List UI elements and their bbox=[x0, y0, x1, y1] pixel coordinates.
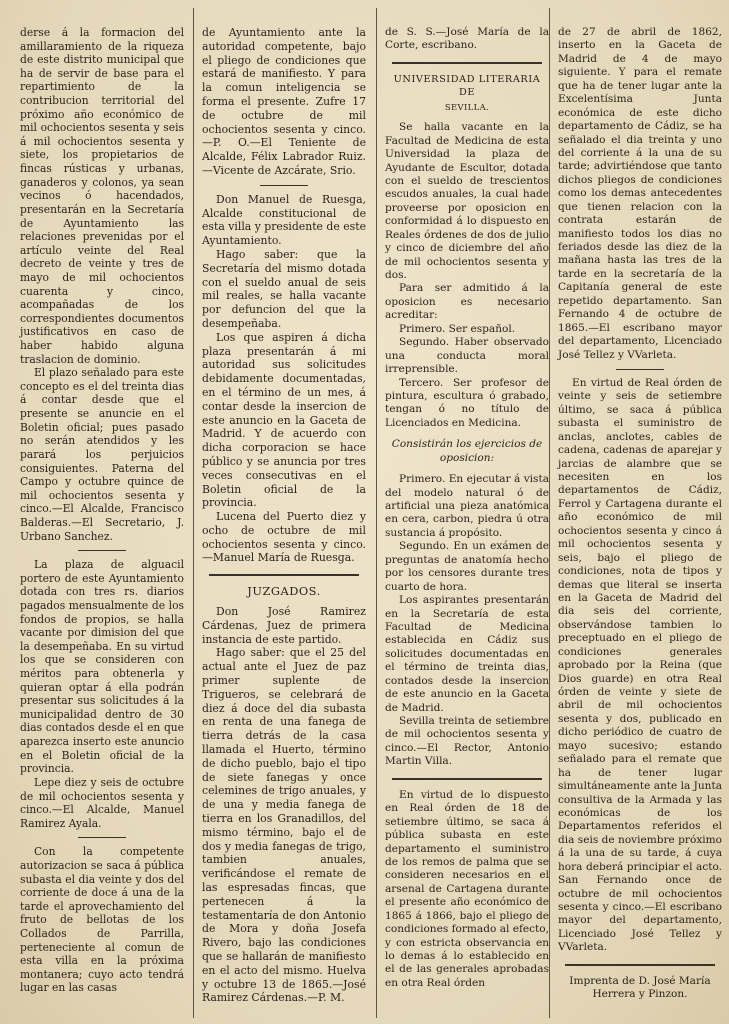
lepe-signature: Lepe diez y seis de octubre de mil ochocientos sesenta y cinco.—El Alcalde, Manuel Ramirez Ayala. bbox=[20, 775, 184, 830]
zufre-notice: de Ayuntamiento ante la autoridad competente, bajo el pliego de condiciones que estará de manifiesto. Y para la comun inteligencia se forma el presente. Zufre 17 de octubre de mil ochocientos sesenta y cinco.—P. O.—El Teniente de Alcalde, Félix Labrador Ruiz.—Vicente de Azcárate, Srio. bbox=[202, 26, 366, 177]
requirement-3: Tercero. Ser profesor de pintura, escultura ó grabado, tengan ó no título de Licenciados en Medicina. bbox=[385, 376, 549, 429]
column-rule bbox=[376, 8, 377, 1018]
bellotas-auction: Con la competente autorizacion se saca á pública subasta el dia veinte y dos del corriente de doce á una de la tarde el aprovechamiento del fruto de bellotas de los Collados de Parrilla, perteneciente al comun de esta villa en la próxima montanera; cuyo acto tendrá lugar en las casas bbox=[20, 845, 184, 995]
trigueros-auction: Hago saber: que el 25 del actual ante el Juez de paz primer suplente de Trigueros, se celebrará de diez á doce del dia subasta en renta de una fanega de tierra detrás de la casa llamada el Huerto, término de dicho pueblo, bajo el tipo de siete fanegas y once celemines de trigo anuales, y de una y media fanega de tierra en los Granadillos, del mismo término, bajo el de dos y media fanegas de trigo, tambien anuales, verificándose el remate de las espresadas fincas, que pertenecen á la testamentaría de don Antonio de Mora y doña Josefa Rivero, bajo las condiciones que se hallarán de manifiesto en el acto del mismo. Huelva y octubre 13 de 1865.—José Ramirez Cárdenas.—P. M. bbox=[202, 646, 366, 1005]
secretaria-vacancy: Hago saber: que la Secretaría del mismo dotada con el sueldo anual de seis mil reales, se halla vacante por defuncion del que la desempeñaba. bbox=[202, 247, 366, 330]
separator bbox=[616, 369, 664, 370]
universidad-heading: UNIVERSIDAD LITERARIA DE bbox=[393, 73, 541, 99]
section-heading-juzgados: JUZGADOS. bbox=[247, 584, 321, 599]
requirement-2: Segundo. Haber observado una conducta moral irreprensible. bbox=[385, 336, 549, 376]
separator bbox=[565, 964, 715, 966]
exercises-subheading: Consistirán los ejercicios de oposicion: bbox=[391, 438, 543, 464]
separator bbox=[392, 62, 542, 64]
column-rule bbox=[193, 8, 194, 1018]
sevilla-subheading: SEVILLA. bbox=[444, 101, 490, 112]
imprenta-colophon: Imprenta de D. José María Herrera y Pinzon. bbox=[569, 974, 711, 1001]
column-1 bbox=[20, 26, 184, 995]
requirement-1: Primero. Ser español. bbox=[399, 322, 516, 335]
anclas-auction: En virtud de Real órden de veinte y seis de setiembre último, se saca á pública subasta el suministro de anclas, anclotes, cables de cadena, cadenas de aparejar y jarcias de alambre que se necesiten en los departamentos de Cádiz, Ferrol y Cartagena durante el año económico de mil ochocientos sesenta y cinco á mil ochocientos sesenta y seis, bajo el pliego de condiciones, nota de tipos y demas que literal se inserta en la Gaceta de Madrid del dia seis del corriente, observándose tambien lo preceptuado en el pliego de condiciones generales aprobado por la Reina (que Dios guarde) en otra Real órden de veinte y siete de abril de mil ochocientos sesenta y dos, publicado en dicho periódico de cuatro de mayo sucesivo; estando señalado para el remate que ha de tener lugar simultáneamente ante la Junta consultiva de la Armada y las económicas de los Departamentos referidos el dia seis de noviembre próximo á la una de su tarde, á cuya hora deberá principiar el acto. San Fernando once de octubre de mil ochocientos sesenta y cinco.—El escribano mayor del departamento, Licenciado José Tellez y VVarleta. bbox=[558, 376, 722, 954]
requirements-intro: Para ser admitido á la oposicion es necesario acreditar: bbox=[385, 282, 549, 322]
separator bbox=[209, 574, 359, 576]
escribano-signature: de S. S.—José María de la Corte, escribano. bbox=[385, 26, 549, 52]
exercise-1: Primero. En ejecutar á vista del modelo natural ó de artificial una pieza anatómica en cera, carbon, piedra ú otra sustancia á propósito. bbox=[385, 473, 549, 539]
remos-auction: En virtud de lo dispuesto en Real órden de 18 de setiembre último, se saca á pública subasta en este departamento el suministro de los remos de palma que se consideren necesarios en el arsenal de Cartagena durante el presente año económico de 1865 á 1866, bajo el pliego de condiciones formado al efecto, y con estricta observancia en lo demas á lo establecido en el de las generales aprobadas en otra Real órden bbox=[385, 788, 549, 989]
separator bbox=[260, 185, 308, 186]
ruesga-heading: Don Manuel de Ruesga, Alcalde constitucional de esta villa y presidente de este Ayuntamiento. bbox=[202, 192, 366, 248]
remos-continuation: de 27 de abril de 1862, inserto en la Gaceta de Madrid de 4 de mayo siguiente. Y para el remate que ha de tener lugar ante la Excelentísima Junta económica de este dicho departamento de Cádiz, se ha señalado el dia treinta y uno del corriente á la una de su tarde; advirtiéndose que tanto dichos pliegos de condiciones como los demas antecedentes que tienen relacion con la contrata estarán de manifiesto todos los dias no feriados desde las diez de la mañana hasta las tres de la tarde en la secretaría de la Capitanía general de este repetido departamento. San Fernando 4 de octubre de 1865.—El escribano mayor del departamento, Licenciado José Tellez y VVarleta. bbox=[558, 26, 722, 361]
separator bbox=[78, 550, 126, 551]
alguacil-vacancy: La plaza de alguacil portero de este Ayuntamiento dotada con tres rs. diarios pagados mensualmente de los fondos de propios, se halla vacante por dimision del que la desempeñaba. En su virtud los que se consideren con méritos para obtenerla y quieran optar á ella podrán presentar sus solicitudes á la municipalidad dentro de 30 dias contados desde el en que aparezca inserto este anuncio en el Boletin oficial de la provincia. bbox=[20, 558, 184, 776]
exercise-2: Segundo. En un exámen de preguntas de anatomía hecho por los censores durante tres cuarto de hora. bbox=[385, 540, 549, 593]
column-rule bbox=[549, 8, 550, 1018]
applicants-notice: Los aspirantes presentarán en la Secretaría de esta Facultad de Medicina establecida en Cádiz sus solicitudes documentadas en el término de treinta dias, contados desde la insercion de este anuncio en la Gaceta de Madrid. bbox=[385, 594, 549, 714]
amillaramiento-notice: derse á la formacion del amillaramiento de la riqueza de este distrito municipal que ha de servir de base para el repartimiento de la contribucion territorial del próximo año económico de mil ochocientos sesenta y seis á mil ochocientos sesenta y siete, los propietarios de fincas rústicas y urbanas, ganaderos y colonos, ya sean vecinos ó hacendados, presentarán en la Secretaría de Ayuntamiento las relaciones prevenidas por el artículo veinte del Real decreto de veinte y tres de mayo de mil ochocientos cuarenta y cinco, acompañadas de los correspondientes documentos justificativos en caso de haber habido alguna traslacion de dominio. bbox=[20, 26, 184, 366]
amillaramiento-deadline: El plazo señalado para este concepto es el del treinta dias á contar desde que el presente se anuncie en el Boletin oficial; pues pasado no serán atendidos y les parará los perjuicios consiguientes. Paterna del Campo y octubre quince de mil ochocientos sesenta y cinco.—El Alcalde, Francisco Balderas.—El Secretario, J. Urbano Sanchez. bbox=[20, 366, 184, 543]
lucena-signature: Lucena del Puerto diez y ocho de octubre de mil ochocientos sesenta y cinco.—Manuel María de Ruesga. bbox=[202, 510, 366, 565]
ayudante-vacancy: Se halla vacante en la Facultad de Medicina de esta Universidad la plaza de Ayudante de Escultor, dotada con el sueldo de trescientos escudos anuales, la cual hade proveerse por oposicion en conformidad á lo dispuesto en Reales órdenes de dos de julio y cinco de diciembre del año de mil ochocientos sesenta y dos. bbox=[385, 121, 549, 281]
column-2 bbox=[202, 26, 366, 1005]
column-4 bbox=[558, 26, 722, 1002]
separator bbox=[392, 778, 542, 780]
sevilla-signature: Sevilla treinta de setiembre de mil ochocientos sesenta y cinco.—El Rector, Antonio Martin Villa. bbox=[385, 715, 549, 768]
juez-heading: Don José Ramirez Cárdenas, Juez de primera instancia de este partido. bbox=[202, 605, 366, 646]
separator bbox=[78, 837, 126, 838]
secretaria-application: Los que aspiren á dicha plaza presentarán á mi autoridad sus solicitudes debidamente documentadas, en el término de un mes, á contar desde la insercion de este anuncio en la Gaceta de Madrid. Y de acuerdo con dicha corporacion se hace público y se anuncia por tres veces consecutivas en el Boletin oficial de la provincia. bbox=[202, 330, 366, 510]
column-3 bbox=[385, 26, 549, 990]
